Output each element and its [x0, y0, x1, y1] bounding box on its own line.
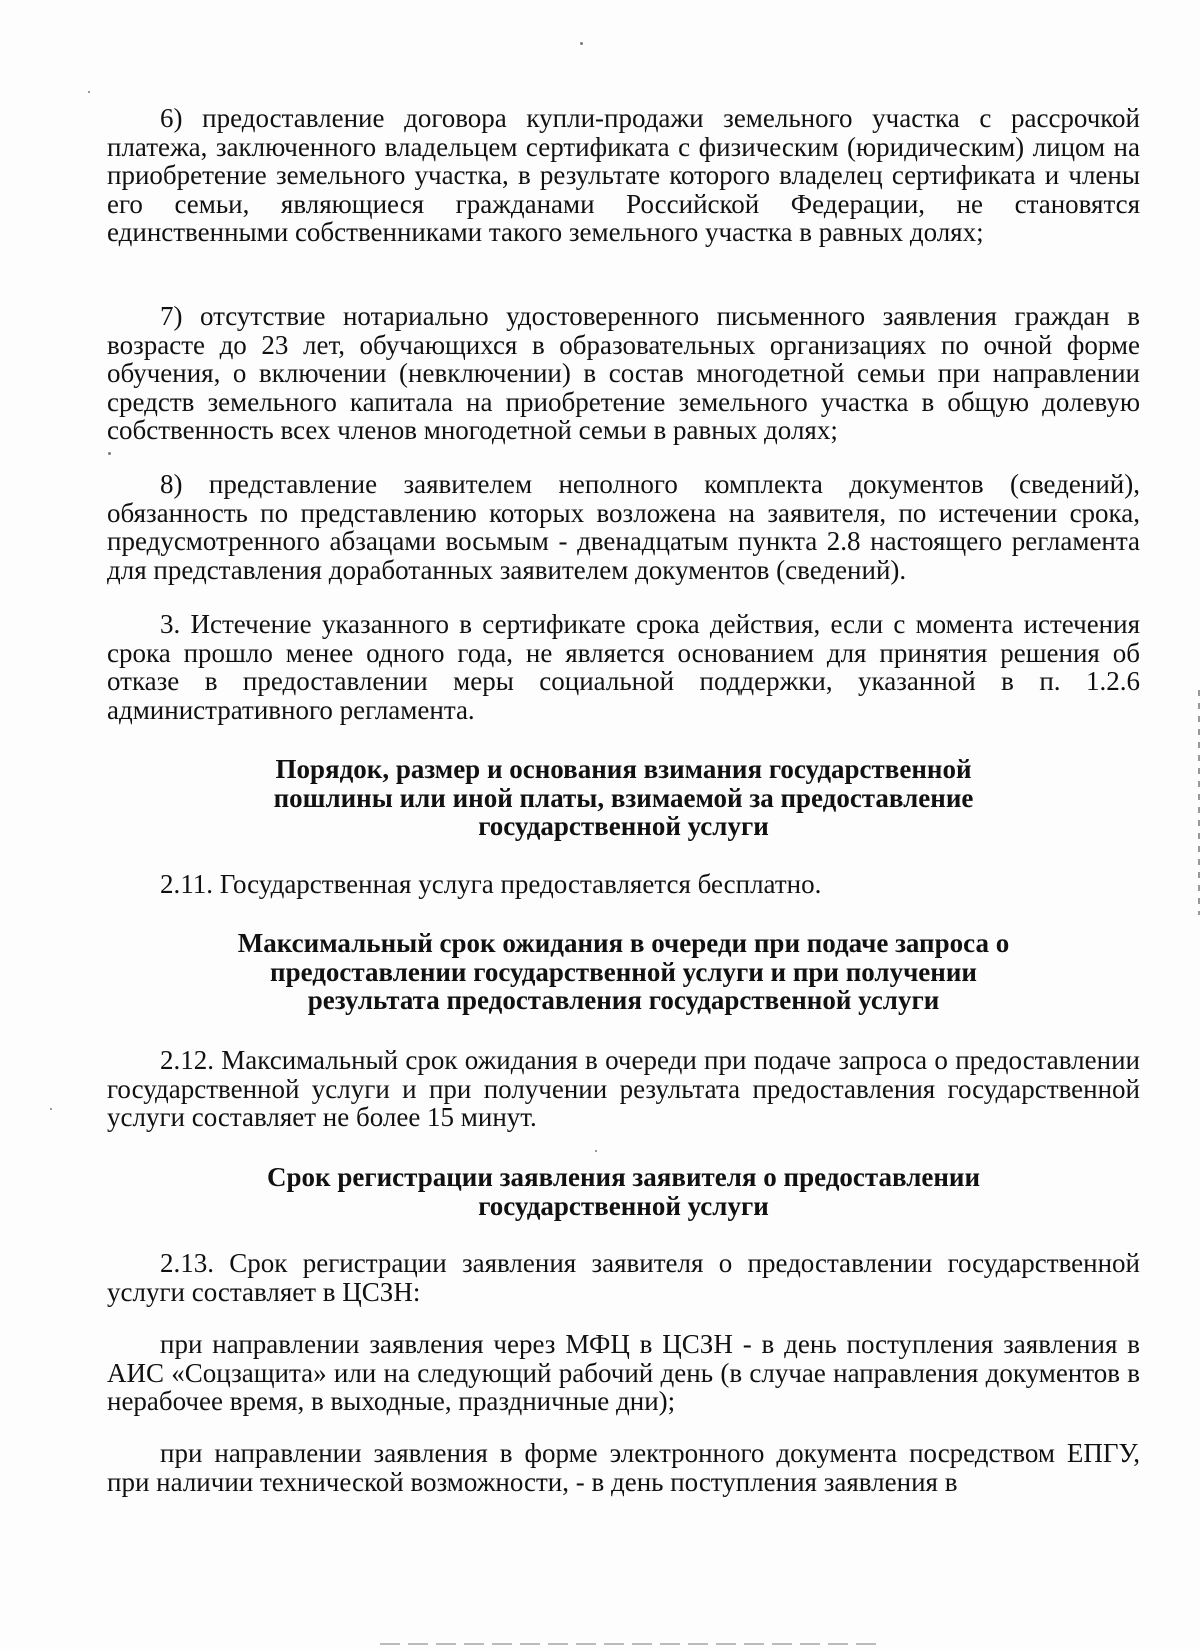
paragraph-epgu: при направлении заявления в форме электронного документа посредством ЕПГУ, при наличии технической возможности, - в день поступления заявления в: [107, 1438, 1140, 1497]
scan-speck: [50, 1108, 52, 1110]
paragraph-item-8: 8) представление заявителем неполного комплекта документов (сведений), обязанность по представлению которых возложена на заявителя, по истечении срока, предусмотренного абзацами восьмым - двенадцатым пункта 2.8 настоящего регламента для представления доработанных заявителем документов (сведений).: [107, 469, 1140, 585]
paragraph-item-6: 6) предоставление договора купли-продажи земельного участка с рассрочкой платежа, заключенного владельцем сертификата с физическим (юридическим) лицом на приобретение земельного участка, в результате которого владелец сертификата и члены его семьи, являющиеся гражданами Российской Федерации, не становятся единственными собственниками такого земельного участка в равных долях;: [107, 103, 1140, 248]
paragraph-2-13: 2.13. Срок регистрации заявления заявителя о предоставлении государственной услуги составляет в ЦСЗН:: [107, 1248, 1140, 1307]
scan-speck: [595, 1150, 597, 1152]
scan-speck: [88, 91, 90, 93]
heading-queue-time-text: Максимальный срок ожидания в очереди при подаче запроса о предоставлении государственной услуги и при получении результата предоставления государственной услуги: [237, 928, 1010, 1016]
heading-state-fee: [107, 755, 1140, 841]
heading-registration-term-text: Срок регистрации заявления заявителя о предоставлении государственной услуги: [267, 1162, 980, 1221]
paragraph-2-12: 2.12. Максимальный срок ожидания в очереди при подаче запроса о предоставлении государственной услуги и при получении результата предоставления государственной услуги составляет не более 15 минут.: [107, 1045, 1140, 1133]
paragraph-2-11: 2.11. Государственная услуга предоставляется бесплатно.: [160, 869, 822, 899]
paragraph-item-3: 3. Истечение указанного в сертификате срока действия, если с момента истечения срока прошло менее одного года, не является основанием для принятия решения об отказе в предоставлении меры социальной поддержки, указанной в п. 1.2.6 административного регламента.: [107, 609, 1140, 725]
paragraph-item-7: 7) отсутствие нотариально удостоверенного письменного заявления граждан в возрасте до 23 лет, обучающихся в образовательных организациях по очной форме обучения, о включении (невключении) в состав многодетной семьи при направлении средств земельного капитала на приобретение земельного участка в общую долевую собственность всех членов многодетной семьи в равных долях;: [107, 301, 1140, 446]
heading-registration-term: [107, 1163, 1140, 1220]
scan-bottom-artifact: [380, 1643, 880, 1645]
heading-queue-time: [107, 929, 1140, 1015]
scan-speck: [108, 452, 111, 455]
heading-state-fee-text: Порядок, размер и основания взимания государственной пошлины или иной платы, взимаемой за предоставление государственной услуги: [273, 754, 974, 842]
paragraph-mfc: при направлении заявления через МФЦ в ЦСЗН - в день поступления заявления в АИС «Соцзащита» или на следующий рабочий день (в случае направления документов в нерабочее время, в выходные, праздничные дни);: [107, 1329, 1140, 1417]
scan-speck: [580, 42, 583, 45]
